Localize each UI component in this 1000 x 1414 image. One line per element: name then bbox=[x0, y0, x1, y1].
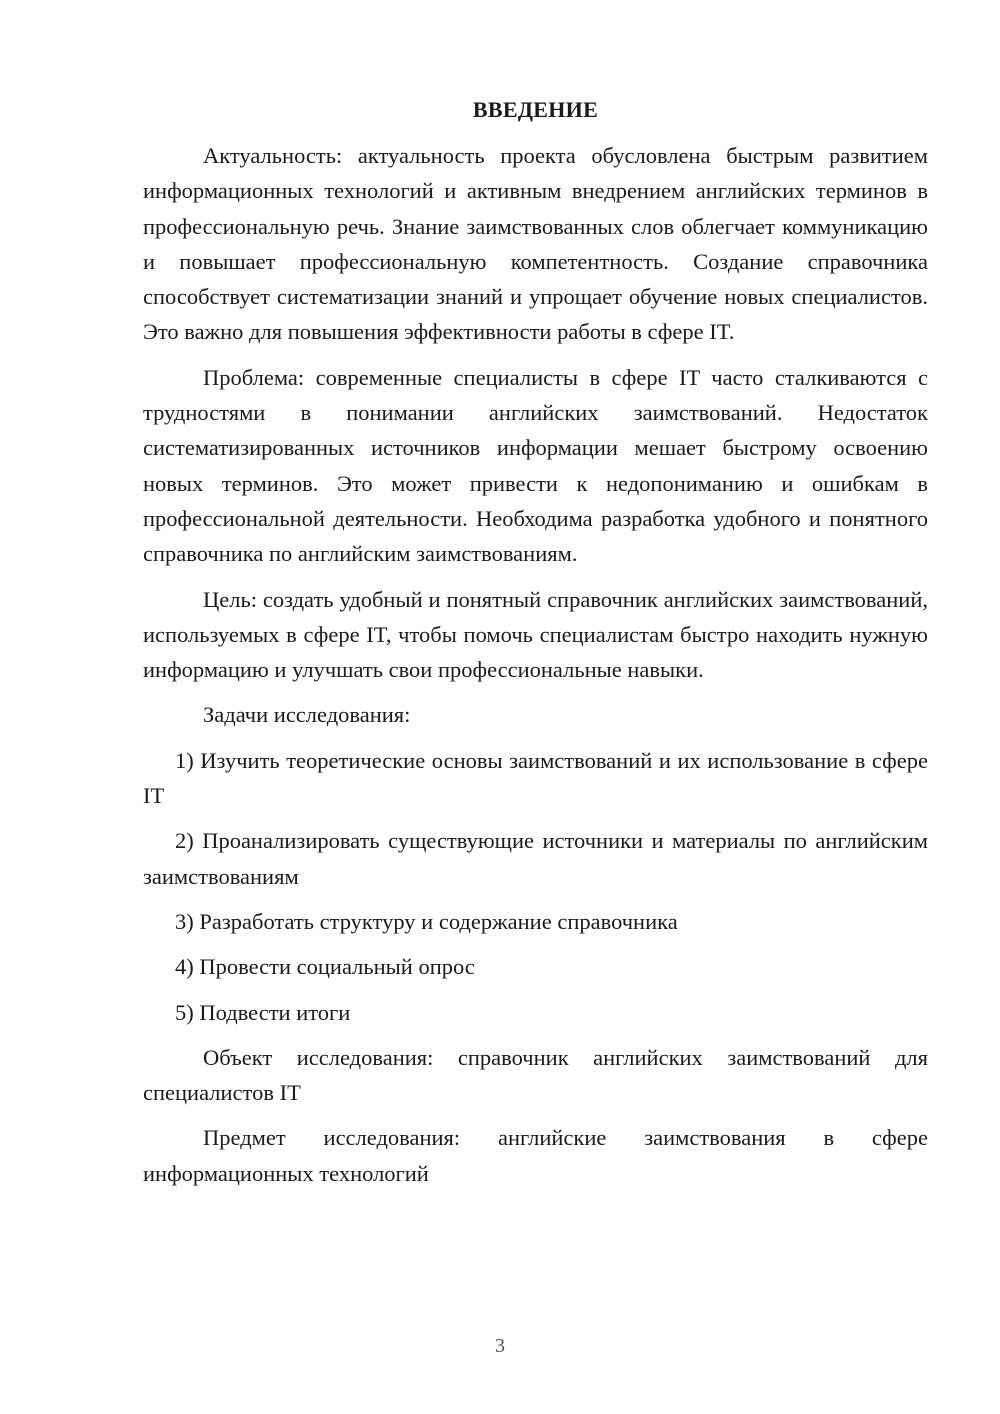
page-number: 3 bbox=[495, 1335, 505, 1357]
section-heading: ВВЕДЕНИЕ bbox=[472, 97, 599, 122]
goal-paragraph: Цель: создать удобный и понятный справочник английских заимствований, используемых в сфере IT, чтобы помочь специалистам быстро находить нужную информацию и улучшать свои профессиональные навыки. bbox=[143, 586, 928, 683]
document-page bbox=[143, 96, 928, 1201]
task-item: 3) Разработать структуру и содержание справочника bbox=[175, 908, 678, 934]
relevance-paragraph: Актуальность: актуальность проекта обусловлена быстрым развитием информационных технологий и активным внедрением английских терминов в профессиональную речь. Знание заимствованных слов облегчает коммуникацию и повышает профессиональную компетентность. Создание справочника способствует систематизации знаний и упрощает обучение новых специалистов. Это важно для повышения эффективности работы в сфере IT. bbox=[143, 143, 928, 345]
object-paragraph: Объект исследования: справочник английских заимствований для специалистов IT bbox=[143, 1044, 928, 1106]
tasks-intro: Задачи исследования: bbox=[203, 702, 411, 728]
task-item: 5) Подвести итоги bbox=[175, 999, 351, 1025]
subject-paragraph: Предмет исследования: английские заимствования в сфере информационных технологий bbox=[143, 1125, 928, 1186]
problem-paragraph: Проблема: современные специалисты в сфере IT часто сталкиваются с трудностями в понимании английских заимствований. Недостаток систематизированных источников информации мешает быстрому освоению новых терминов. Это может привести к недопониманию и ошибкам в профессиональной деятельности. Необходима разработка удобного и понятного справочника по английским заимствованиям. bbox=[143, 364, 928, 567]
task-item: 2) Проанализировать существующие источники и материалы по английским заимствованиям bbox=[143, 828, 928, 889]
task-item: 4) Провести социальный опрос bbox=[175, 954, 475, 980]
task-item: 1) Изучить теоретические основы заимствований и их использование в сфере IT bbox=[143, 747, 928, 809]
